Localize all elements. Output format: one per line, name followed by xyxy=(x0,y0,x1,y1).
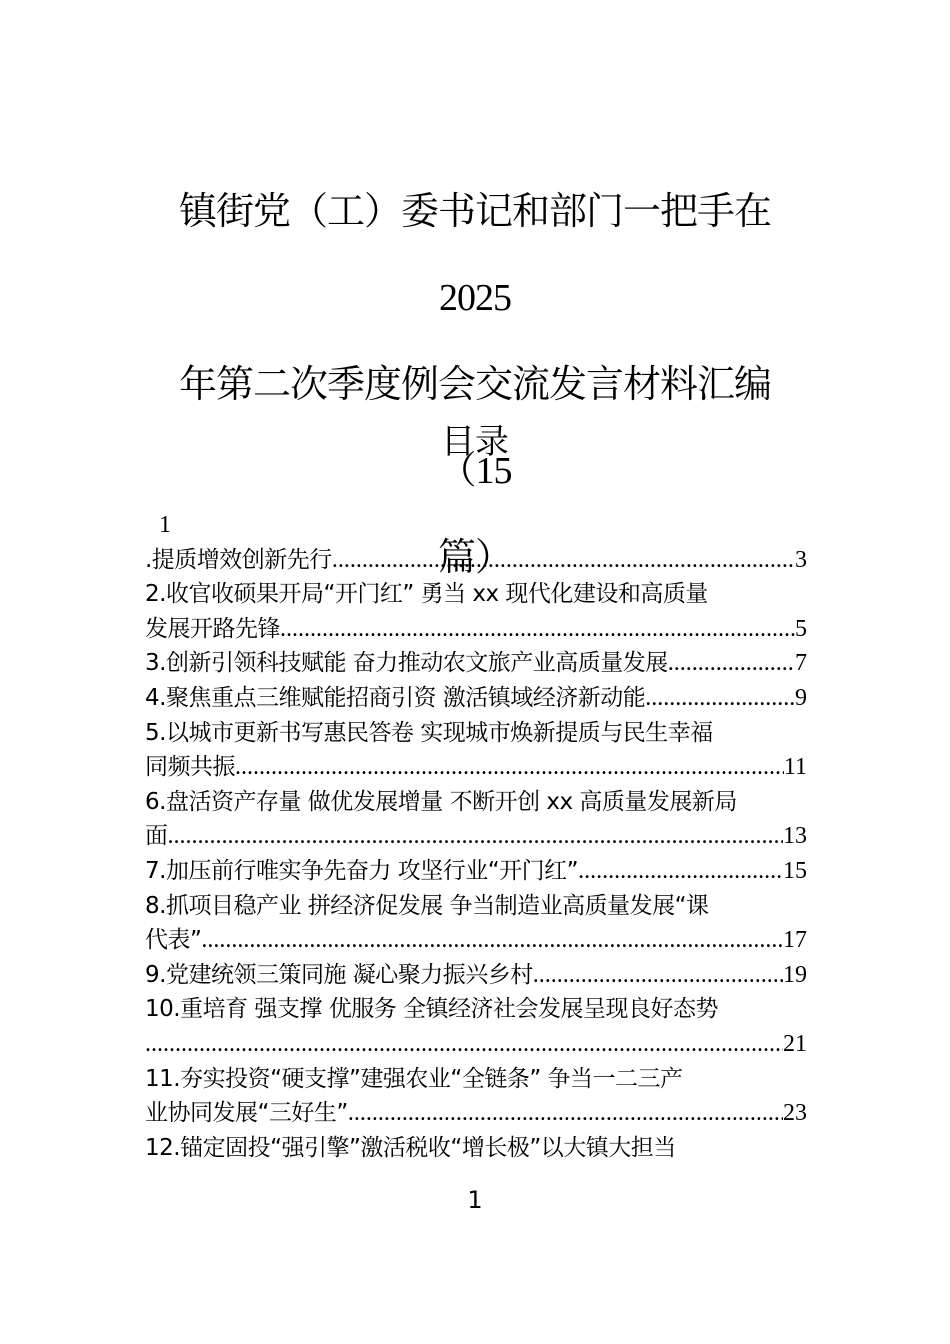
toc-entry-8[interactable] xyxy=(145,889,807,924)
table-of-contents xyxy=(145,508,807,1165)
leader-dots xyxy=(280,612,795,647)
entry-page: 13 xyxy=(783,823,807,850)
entry-page: 7 xyxy=(795,650,807,677)
entry-title[interactable]: 11.夯实投资“硬支撑”建强农业“全链条” 争当一二三产 xyxy=(145,1065,683,1092)
title-line-3: 篇） xyxy=(437,535,512,579)
title-count: 15 xyxy=(475,450,512,492)
toc-entry-12[interactable] xyxy=(145,1131,807,1166)
page-number: 1 xyxy=(467,1186,483,1214)
toc-entry-7[interactable] xyxy=(145,854,807,889)
entry-title-cont[interactable]: 同频共振 xyxy=(145,754,235,781)
leader-dots xyxy=(348,1096,783,1131)
entry-title[interactable]: .提质增效创新先行 xyxy=(145,546,332,573)
title-text: 年第二次季度例会交流发言材料汇编（ xyxy=(178,362,771,492)
toc-entry-6[interactable] xyxy=(145,785,807,820)
toc-entry-10-cont[interactable] xyxy=(145,1027,807,1062)
toc-entry-11[interactable] xyxy=(145,1062,807,1097)
leader-dots xyxy=(145,1027,783,1062)
entry-title[interactable]: 2.收官收硕果开局“开门红” 勇当 xx 现代化建设和高质量 xyxy=(145,581,708,608)
toc-entry-10[interactable] xyxy=(145,992,807,1027)
entry-page: 9 xyxy=(795,684,807,711)
leader-dots xyxy=(645,681,795,716)
entry-page: 11 xyxy=(783,754,807,781)
leader-dots xyxy=(235,750,784,785)
entry-title[interactable]: 8.抓项目稳产业 拼经济促发展 争当制造业高质量发展“课 xyxy=(145,892,709,919)
entry-page: 5 xyxy=(795,615,807,642)
entry-title[interactable]: 3.创新引领科技赋能 奋力推动农文旅产业高质量发展 xyxy=(145,650,668,677)
toc-entry-2-cont[interactable] xyxy=(145,612,807,647)
toc-entry-9[interactable] xyxy=(145,958,807,993)
entry-title[interactable]: 7.加压前行唯实争先奋力 攻坚行业“开门红” xyxy=(145,857,579,884)
entry-title-cont[interactable]: 代表” xyxy=(145,927,202,954)
toc-entry-8-cont[interactable] xyxy=(145,923,807,958)
toc-entry-1[interactable] xyxy=(145,543,807,578)
leader-dots xyxy=(201,923,783,958)
title-line-1 xyxy=(145,168,805,341)
entry-title-cont[interactable]: 发展开路先锋 xyxy=(145,615,280,642)
leader-dots xyxy=(168,819,784,854)
toc-entry-6-cont[interactable] xyxy=(145,819,807,854)
entry-page: 15 xyxy=(783,857,807,884)
toc-entry-5-cont[interactable] xyxy=(145,750,807,785)
entry-title[interactable]: 5.以城市更新书写惠民答卷 实现城市焕新提质与民生幸福 xyxy=(145,719,713,746)
entry-page: 19 xyxy=(783,961,807,988)
title-text: 镇街党（工）委书记和部门一把手在 xyxy=(178,189,771,233)
toc-entry-number xyxy=(145,508,807,543)
entry-title-cont[interactable]: 面 xyxy=(145,823,168,850)
toc-entry-3[interactable] xyxy=(145,646,807,681)
title-year: 2025 xyxy=(439,277,511,319)
toc-entry-11-cont[interactable] xyxy=(145,1096,807,1131)
entry-page: 21 xyxy=(783,1030,807,1057)
leader-dots xyxy=(578,854,783,889)
entry-page: 17 xyxy=(783,927,807,954)
entry-title[interactable]: 10.重培育 强支撑 优服务 全镇经济社会发展呈现良好态势 xyxy=(145,996,719,1023)
toc-entry-2[interactable] xyxy=(145,577,807,612)
entry-page: 23 xyxy=(783,1100,807,1127)
toc-heading: 目录 xyxy=(441,422,509,462)
leader-dots xyxy=(332,543,795,578)
entry-number: 1 xyxy=(159,512,171,538)
entry-title[interactable]: 6.盘活资产存量 做优发展增量 不断开创 xx 高质量发展新局 xyxy=(145,788,737,815)
entry-title[interactable]: 9.党建统领三策同施 凝心聚力振兴乡村 xyxy=(145,961,533,988)
entry-page: 3 xyxy=(795,546,807,573)
entry-title-cont[interactable]: 业协同发展“三好生” xyxy=(145,1100,348,1127)
toc-entry-5[interactable] xyxy=(145,716,807,751)
entry-title[interactable]: 12.锚定固投“强引擎”激活税收“增长极”以大镇大担当 xyxy=(145,1134,676,1161)
leader-dots xyxy=(533,958,783,993)
entry-title[interactable]: 4.聚焦重点三维赋能招商引资 激活镇域经济新动能 xyxy=(145,684,646,711)
leader-dots xyxy=(668,646,795,681)
toc-entry-4[interactable] xyxy=(145,681,807,716)
